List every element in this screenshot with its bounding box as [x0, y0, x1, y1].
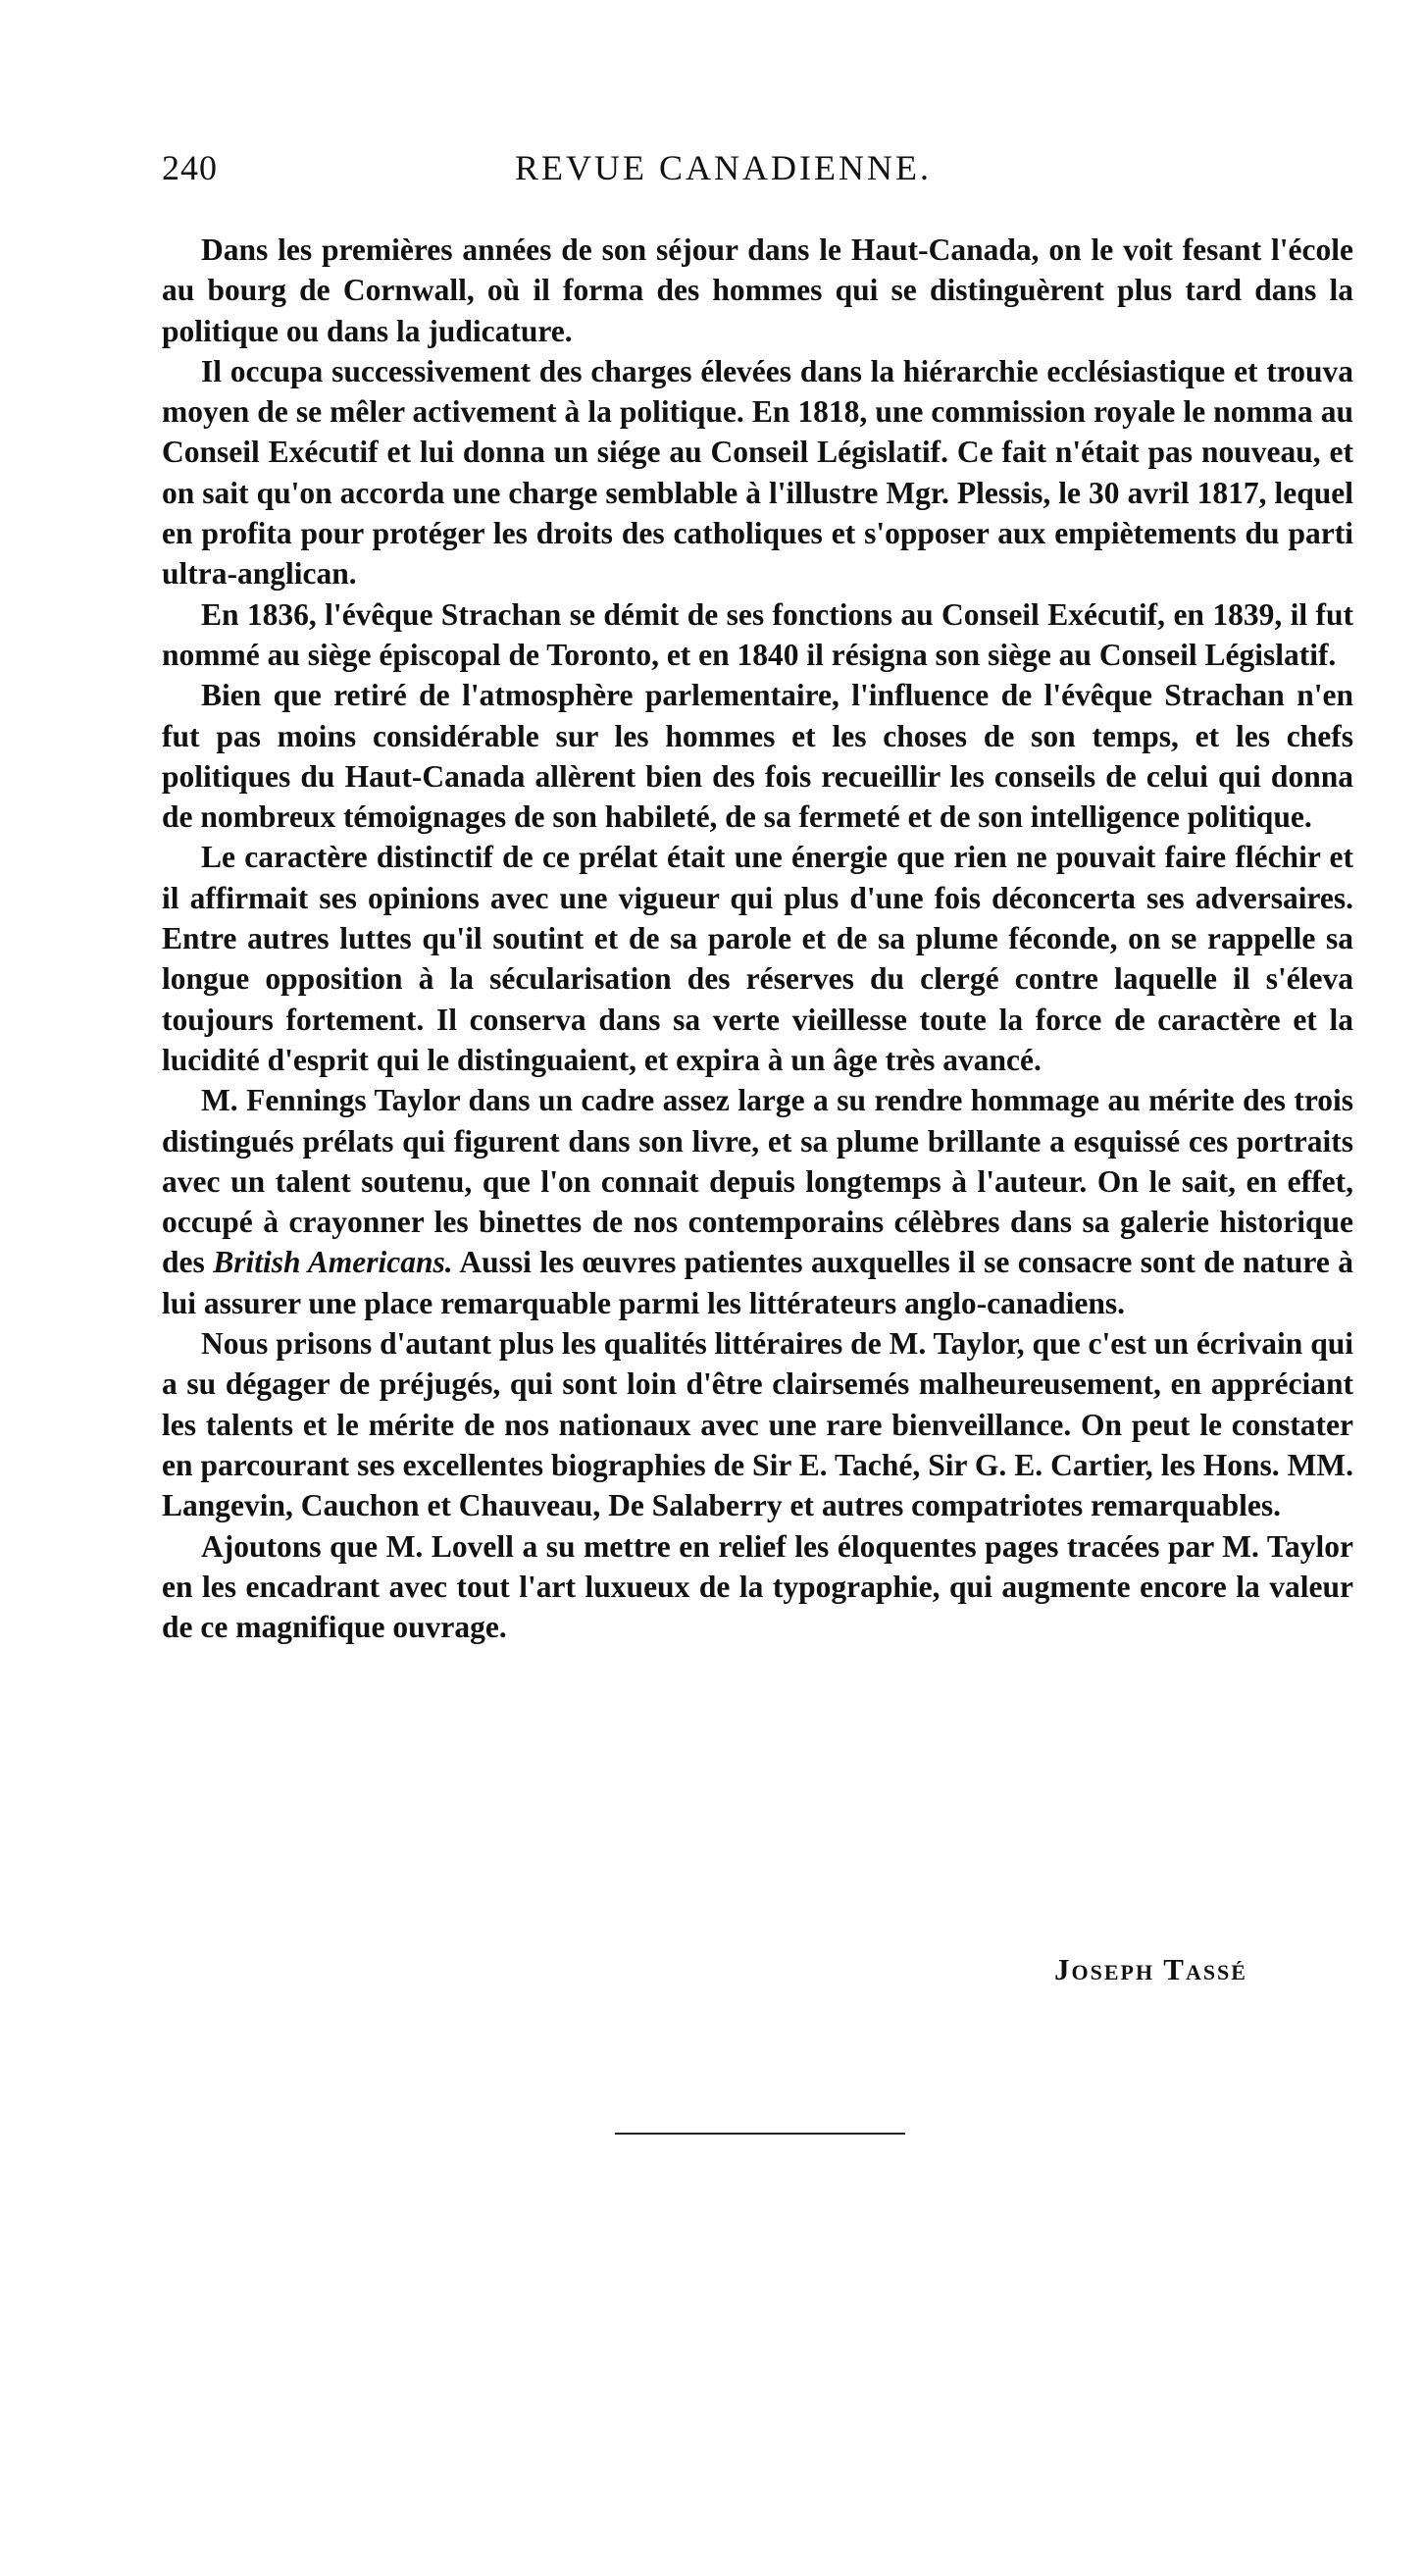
- paragraph-6-start: M. Fennings Taylor dans un cadre assez large a su rendre hommage au mérite des trois distingués prélats qui figurent dans son livre, et sa plume brillante a esquissé ces portraits avec un talent soutenu, que l'on connait depuis longtemps à l'auteur. On le sait, en effet, occupé à crayonner les binettes de nos contemporains célèbres dans sa galerie historique des: [162, 1083, 1353, 1280]
- paragraph-6: [162, 1080, 1353, 1323]
- page-number: 240: [162, 148, 218, 187]
- paragraph-1: Dans les premières années de son séjour dans le Haut-Canada, on le voit fesant l'école au bourg de Cornwall, où il forma des hommes qui se distinguèrent plus tard dans la politique ou dans la judicature.: [162, 232, 1353, 348]
- paragraph-7: Nous prisons d'autant plus les qualités littéraires de M. Taylor, que c'est un écrivain qui a su dégager de préjugés, qui sont loin d'être clairsemés malheureusement, en appréciant les talents et le mérite de nos nationaux avec une rare bienveillance. On peut le constater en parcourant ses excellentes biographies de Sir E. Taché, Sir G. E. Cartier, les Hons. MM. Langevin, Cauchon et Chauveau, De Salaberry et autres compatriotes remarquables.: [162, 1326, 1353, 1523]
- paragraph-8: Ajoutons que M. Lovell a su mettre en relief les éloquentes pages tracées par M. Taylor en les encadrant avec tout l'art luxueux de la typographie, qui augmente encore la valeur de ce magnifique ouvrage.: [162, 1528, 1353, 1645]
- paragraph-4: Bien que retiré de l'atmosphère parlementaire, l'influence de l'évêque Strachan n'en fut pas moins considérable sur les hommes et les choses de son temps, et les chefs politiques du Haut-Canada allèrent bien des fois recueillir les conseils de celui qui donna de nombreux témoignages de son habileté, de sa fermeté et de son intelligence politique.: [162, 678, 1353, 835]
- author-signature: Joseph Tassé: [1054, 1952, 1247, 1986]
- book-title-italic: British Americans.: [213, 1245, 453, 1280]
- section-divider: [615, 2133, 905, 2135]
- paragraph-2: Il occupa successivement des charges élevées dans la hiérarchie ecclésiastique et trouva moyen de se mêler activement à la politique. En 1818, une commission royale le nomma au Conseil Exécutif et lui donna un siége au Conseil Législatif. Ce fait n'était pas nouveau, et on sait qu'on accorda une charge semblable à l'illustre Mgr. Plessis, le 30 avril 1817, lequel en profita pour protéger les droits des catholiques et s'opposer aux empiètements du parti ultra-anglican.: [162, 353, 1353, 592]
- article-body: [162, 230, 1353, 1647]
- paragraph-5: Le caractère distinctif de ce prélat était une énergie que rien ne pouvait faire fléchir et il affirmait ses opinions avec une vigueur qui plus d'une fois déconcerta ses adversaires. Entre autres luttes qu'il soutint et de sa parole et de sa plume féconde, on se rappelle sa longue opposition à la sécularisation des réserves du clergé contre laquelle il s'éleva toujours fortement. Il conserva dans sa verte vieillesse toute la force de caractère et la lucidité d'esprit qui le distinguaient, et expira à un âge très avancé.: [162, 840, 1353, 1077]
- running-header: [162, 147, 1353, 196]
- running-title: REVUE CANADIENNE.: [515, 148, 932, 187]
- paragraph-6-end: Aussi les œuvres patientes auxquelles il se consacre sont de nature à lui assurer une place remarquable parmi les littérateurs anglo-canadiens.: [162, 1245, 1353, 1320]
- paragraph-3: En 1836, l'évêque Strachan se démit de ses fonctions au Conseil Exécutif, en 1839, il fut nommé au siège épiscopal de Toronto, et en 1840 il résigna son siège au Conseil Législatif.: [162, 596, 1353, 672]
